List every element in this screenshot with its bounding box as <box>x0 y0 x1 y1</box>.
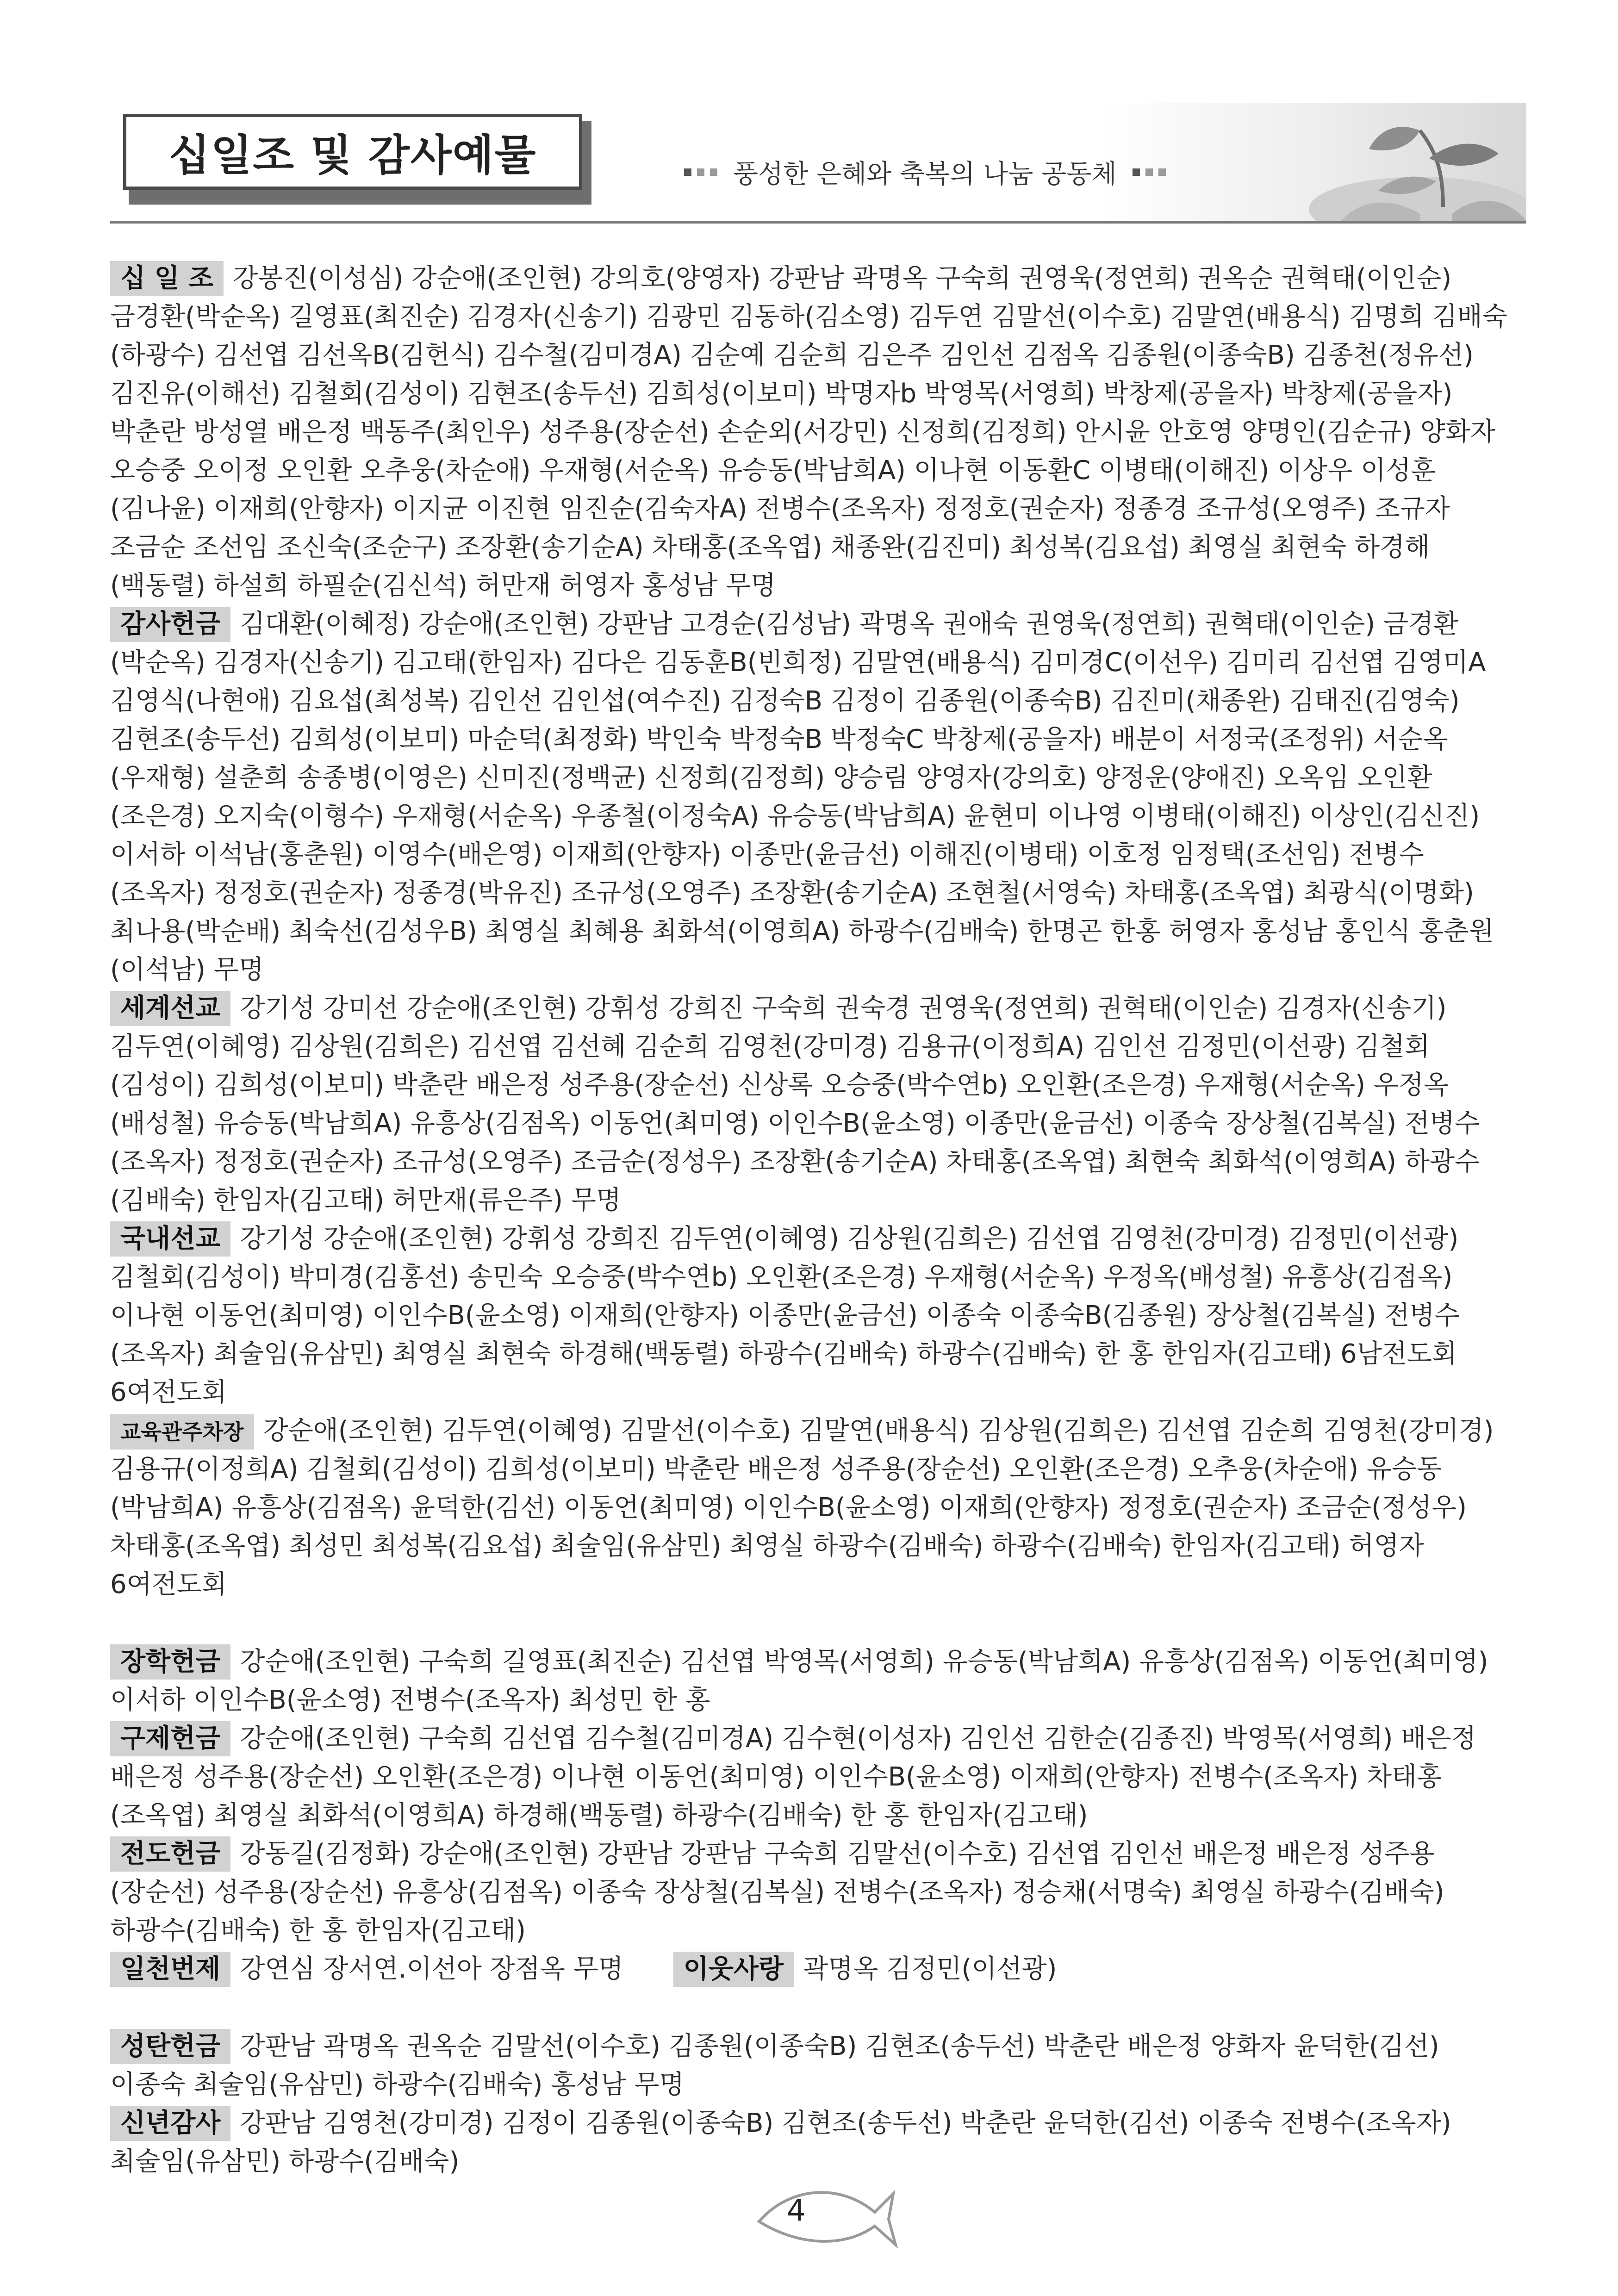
section-education-parking <box>110 1412 1517 1604</box>
page-subtitle: 풍성한 은혜와 축복의 나눔 공동체 <box>733 159 1117 189</box>
fish-icon <box>750 2175 898 2249</box>
section-christmas <box>110 2027 1517 2104</box>
section-label-neighbor-love: 이웃사랑 <box>673 1952 794 1987</box>
section-label: 십 일 조 <box>110 261 224 296</box>
left-bullet-squares <box>684 168 717 176</box>
section-label: 장학헌금 <box>110 1644 230 1680</box>
title-box <box>123 114 582 190</box>
section-label: 구제헌금 <box>110 1721 230 1756</box>
section-names: 강순애(조인현) 김두연(이혜영) 김말선(이수호) 김말연(배용식) 김상원(김희은) 김선엽 김순희 김영천(강미경) 김용규(이정희A) 김철회(김성이) 김희성(이보미) 박춘란 배은정 성주용(장순선) 오인환(조은경) 오추웅(차순애) 유승동(박남희A) 유흥상(김점옥) 윤덕한(김선) 이동언(최미영) 이인수B(윤소영) 이재희(안향자) 정정호(권순자) 조금순(정성우) 차태홍(조옥엽) 최성민 최성복(김요섭) 최술임(유삼민) 최영실 하광수(김배숙) 하광수(김배숙) 한임자(김고태) 허영자 6여전도회 <box>110 1416 1494 1599</box>
section-thousand-offering <box>110 1950 1517 1988</box>
section-label: 성탄헌금 <box>110 2029 230 2064</box>
section-world-mission <box>110 989 1517 1220</box>
section-new-year <box>110 2104 1517 2181</box>
section-label: 일천번제 <box>110 1952 230 1987</box>
section-label: 전도헌금 <box>110 1836 230 1872</box>
section-scholarship <box>110 1643 1517 1719</box>
page-title: 십일조 및 감사예물 <box>168 131 537 180</box>
right-bullet-squares <box>1133 168 1166 176</box>
offering-list <box>110 259 1517 2181</box>
section-label: 감사헌금 <box>110 607 230 642</box>
section-label: 국내선교 <box>110 1221 230 1257</box>
section-names: 강기성 강순애(조인현) 강휘성 강희진 김두연(이혜영) 김상원(김희은) 김선엽 김영천(강미경) 김정민(이선광) 김철회(김성이) 박미경(김홍선) 송민숙 오승중(박수연b) 오인환(조은경) 우재형(서순옥) 우정옥(배성철) 유흥상(김점옥) 이나현 이동언(최미영) 이인수B(윤소영) 이재희(안향자) 이종만(윤금선) 이종숙 이종숙B(김종원) 장상철(김복실) 전병수(조옥자) 최술임(유삼민) 최영실 최현숙 하경해(백동렬) 하광수(김배숙) 하광수(김배숙) 한 홍 한임자(김고태) 6남전도회 6여전도회 <box>110 1224 1460 1407</box>
section-names: 강순애(조인현) 구숙희 길영표(최진순) 김선엽 박영목(서영희) 유승동(박남희A) 유흥상(김점옥) 이동언(최미영) 이서하 이인수B(윤소영) 전병수(조옥자) 최성민 한 홍 <box>110 1647 1488 1715</box>
section-thanksgiving <box>110 605 1517 989</box>
section-tithe <box>110 259 1517 605</box>
section-names: 강순애(조인현) 구숙희 김선엽 김수철(김미경A) 김수현(이성자) 김인선 김한순(김종진) 박영목(서영희) 배은정 배은정 성주용(장순선) 오인환(조은경) 이나현 이동언(최미영) 이인수B(윤소영) 이재희(안향자) 전병수(조옥자) 차태홍(조옥엽) 최영실 최화석(이영희A) 하경해(백동렬) 하광수(김배숙) 한 홍 한임자(김고태) <box>110 1724 1476 1830</box>
section-names: 김대환(이혜정) 강순애(조인현) 강판남 고경순(김성남) 곽명옥 권애숙 권영욱(정연희) 권혁태(이인순) 금경환(박순옥) 김경자(신송기) 김고태(한임자) 김다은 김동훈B(빈희정) 김말연(배용식) 김미경C(이선우) 김미리 김선엽 김영미A 김영식(나현애) 김요섭(최성복) 김인선 김인섭(여수진) 김정숙B 김정이 김종원(이종숙B) 김진미(채종완) 김태진(김영숙) 김현조(송두선) 김희성(이보미) 마순덕(최정화) 박인숙 박정숙B 박정숙C 박창제(공을자) 배분이 서정국(조정위) 서순옥(우재형) 설춘희 송종병(이영은) 신미진(정백균) 신정희(김정희) 양승림 양영자(강의호) 양정운(양애진) 오옥임 오인환(조은경) 오지숙(이형수) 우재형(서순옥) 우종철(이정숙A) 유승동(박남희A) 윤현미 이나영 이병태(이해진) 이상인(김신진) 이서하 이석남(홍춘원) 이영수(배은영) 이재희(안향자) 이종만(윤금선) 이해진(이병태) 이호정 임정택(조선임) 전병수(조옥자) 정정호(권순자) 정종경(박유진) 조규성(오영주) 조장환(송기순A) 조현철(서영숙) 차태홍(조옥엽) 최광식(이명화) 최나용(박순배) 최숙선(김성우B) 최영실 최혜용 최화석(이영희A) 하광수(김배숙) 한명곤 한홍 허영자 홍성남 홍인식 홍춘원(이석남) 무명 <box>110 609 1494 985</box>
section-domestic-mission <box>110 1220 1517 1412</box>
section-evangelism <box>110 1835 1517 1950</box>
section-names: 강판남 곽명옥 권옥순 김말선(이수호) 김종원(이종숙B) 김현조(송두선) 박춘란 배은정 양화자 윤덕한(김선) 이종숙 최술임(유삼민) 하광수(김배숙) 홍성남 무명 <box>110 2031 1439 2100</box>
section-names: 강연심 장서연.이선아 장점옥 무명 <box>240 1954 623 1984</box>
section-label: 신년감사 <box>110 2106 230 2141</box>
section-label: 교육관주차장 <box>110 1414 254 1450</box>
subtitle-row <box>684 154 1166 191</box>
page-footer <box>0 2175 1618 2249</box>
section-names: 강봉진(이성심) 강순애(조인현) 강의호(양영자) 강판남 곽명옥 구숙희 권영욱(정연희) 권옥순 권혁태(이인순) 금경환(박순옥) 길영표(최진순) 김경자(신송기) 김광민 김동하(김소영) 김두연 김말선(이수호) 김말연(배용식) 김명희 김배숙(하광수) 김선엽 김선옥B(김헌식) 김수철(김미경A) 김순예 김순희 김은주 김인선 김점옥 김종원(이종숙B) 김종천(정유선) 김진유(이해선) 김철회(김성이) 김현조(송두선) 김희성(이보미) 박명자b 박영목(서영희) 박창제(공을자) 박창제(공을자) 박춘란 방성열 배은정 백동주(최인우) 성주용(장순선) 손순외(서강민) 신정희(김정희) 안시윤 안호영 양명인(김순규) 양화자 오승중 오이정 오인환 오추웅(차순애) 우재형(서순옥) 유승동(박남희A) 이나현 이동환C 이병태(이해진) 이상우 이성훈(김나윤) 이재희(안향자) 이지균 이진현 임진순(김숙자A) 전병수(조옥자) 정정호(권순자) 정종경 조규성(오영주) 조규자 조금순 조선임 조신숙(조순구) 조장환(송기순A) 차태홍(조옥엽) 채종완(김진미) 최성복(김요섭) 최영실 최현숙 하경해(백동렬) 하설희 하필순(김신석) 허만재 허영자 홍성남 무명 <box>110 263 1507 601</box>
section-names-neighbor-love: 곽명옥 김정민(이선광) <box>803 1954 1057 1984</box>
header-rule <box>110 221 1526 224</box>
section-names: 강동길(김정화) 강순애(조인현) 강판남 강판남 구숙희 김말선(이수호) 김선엽 김인선 배은정 배은정 성주용(장순선) 성주용(장순선) 유흥상(김점옥) 이종숙 장상철(김복실) 전병수(조옥자) 정승채(서명숙) 최영실 하광수(김배숙) 하광수(김배숙) 한 홍 한임자(김고태) <box>110 1839 1444 1946</box>
plant-hands-image <box>1202 103 1526 221</box>
section-label: 세계선교 <box>110 991 230 1026</box>
section-names: 강기성 강미선 강순애(조인현) 강휘성 강희진 구숙희 권숙경 권영욱(정연희) 권혁태(이인순) 김경자(신송기) 김두연(이혜영) 김상원(김희은) 김선엽 김선혜 김순희 김영천(강미경) 김용규(이정희A) 김인선 김정민(이선광) 김철회(김성이) 김희성(이보미) 박춘란 배은정 성주용(장순선) 신상록 오승중(박수연b) 오인환(조은경) 우재형(서순옥) 우정옥(배성철) 유승동(박남희A) 유흥상(김점옥) 이동언(최미영) 이인수B(윤소영) 이종만(윤금선) 이종숙 장상철(김복실) 전병수(조옥자) 정정호(권순자) 조규성(오영주) 조금순(정성우) 조장환(송기순A) 차태홍(조옥엽) 최현숙 최화석(이영희A) 하광수(김배숙) 한임자(김고태) 허만재(류은주) 무명 <box>110 993 1480 1215</box>
page-number: 4 <box>787 2194 806 2228</box>
section-names: 강판남 김영천(강미경) 김정이 김종원(이종숙B) 김현조(송두선) 박춘란 윤덕한(김선) 이종숙 전병수(조옥자) 최술임(유삼민) 하광수(김배숙) <box>110 2108 1451 2177</box>
page-header <box>110 103 1526 223</box>
section-relief <box>110 1719 1517 1835</box>
